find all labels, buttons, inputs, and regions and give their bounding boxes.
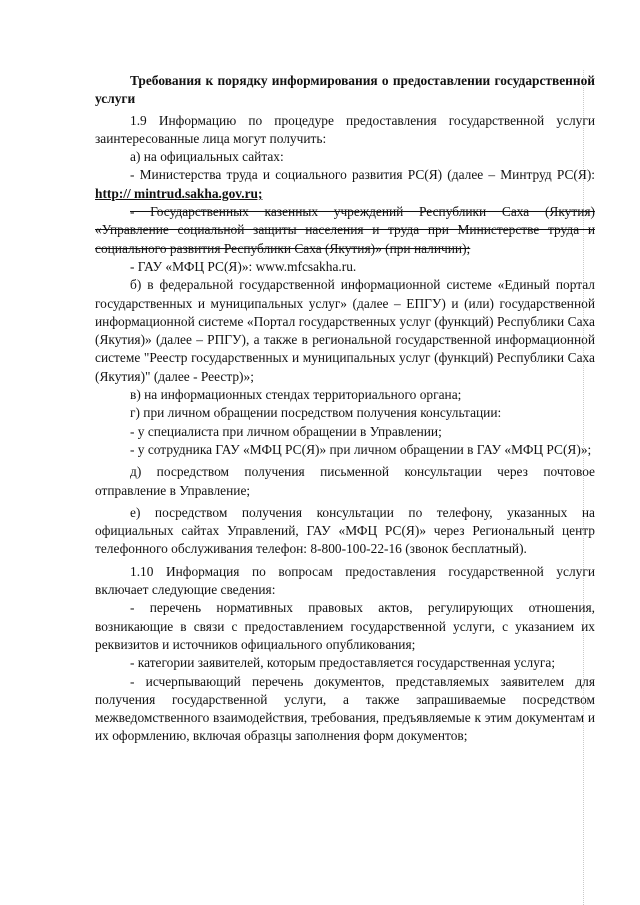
info-legal-acts: - перечень нормативных правовых актов, регулирующих отношения, возникающие в связи с предоставлением государственной услуги, с указанием их реквизитов и источников официального опубликования; <box>95 600 595 652</box>
item-mintrud <box>95 166 595 203</box>
item-mfc-site: - ГАУ «МФЦ РС(Я)»: www.mfcsakha.ru. <box>130 258 357 274</box>
paragraph-1-9: 1.9 Информацию по процедуре предоставления государственной услуги заинтересованные лица могут получить: <box>95 112 595 146</box>
item-v: в) на информационных стендах территориального органа; <box>130 387 462 403</box>
info-documents-list: - исчерпывающий перечень документов, представляемых заявителем для получения государственной услуги, а также запрашиваемые посредством межведомственного взаимодействия, требования, предъявляемые к этим документам и их оформлению, включая образцы заполнения форм документов; <box>95 673 595 744</box>
info-applicant-categories: - категории заявителей, которым предоставляется государственная услуга; <box>130 655 556 671</box>
item-mfc-employee: - у сотрудника ГАУ «МФЦ РС(Я)» при личном обращении в ГАУ «МФЦ РС(Я)»; <box>130 441 592 457</box>
item-b: б) в федеральной государственной информационной системе «Единый портал государственных и муниципальных услуг» (далее – ЕПГУ) и (или) государственной информационной системе «Портал государственных услуг (функций) Республики Саха (Якутия)» (далее – РПГУ), а также в региональной государственной информационной системе "Реестр государственных и муниципальных услуг (функций) Республики Саха (Якутия)" (далее - Реестр)»; <box>95 277 595 384</box>
paragraph-1-10: 1.10 Информация по вопросам предоставления государственной услуги включает следующие сведения: <box>95 563 595 598</box>
item-d: д) посредством получения письменной консультации через почтовое отправление в Управление; <box>95 464 595 498</box>
section-title: Требования к порядку информирования о предоставлении государственной услуги <box>95 73 595 107</box>
item-specialist: - у специалиста при личном обращении в Управлении; <box>130 423 442 439</box>
item-struck-institutions: - Государственных казенных учреждений Республики Саха (Якутия) «Управление социальной защиты населения и труда при Министерстве труда и социального развития Республики Саха (Якутия)» (при наличии); <box>95 204 595 256</box>
item-a: а) на официальных сайтах: <box>130 149 284 165</box>
item-g: г) при личном обращении посредством получения консультации: <box>130 405 502 421</box>
item-e: е) посредством получения консультации по телефону, указанных на официальных сайтах Управлений, ГАУ «МФЦ РС(Я)» через Региональный центр телефонного обслуживания телефон: 8-800-100-22-16 (звонок бесплатный). <box>95 504 595 557</box>
mintrud-link[interactable]: http:// mintrud.sakha.gov.ru; <box>95 185 263 201</box>
document-body <box>95 72 595 746</box>
mintrud-text: - Министерства труда и социального развития РС(Я) (далее – Минтруд РС(Я): <box>130 167 595 183</box>
